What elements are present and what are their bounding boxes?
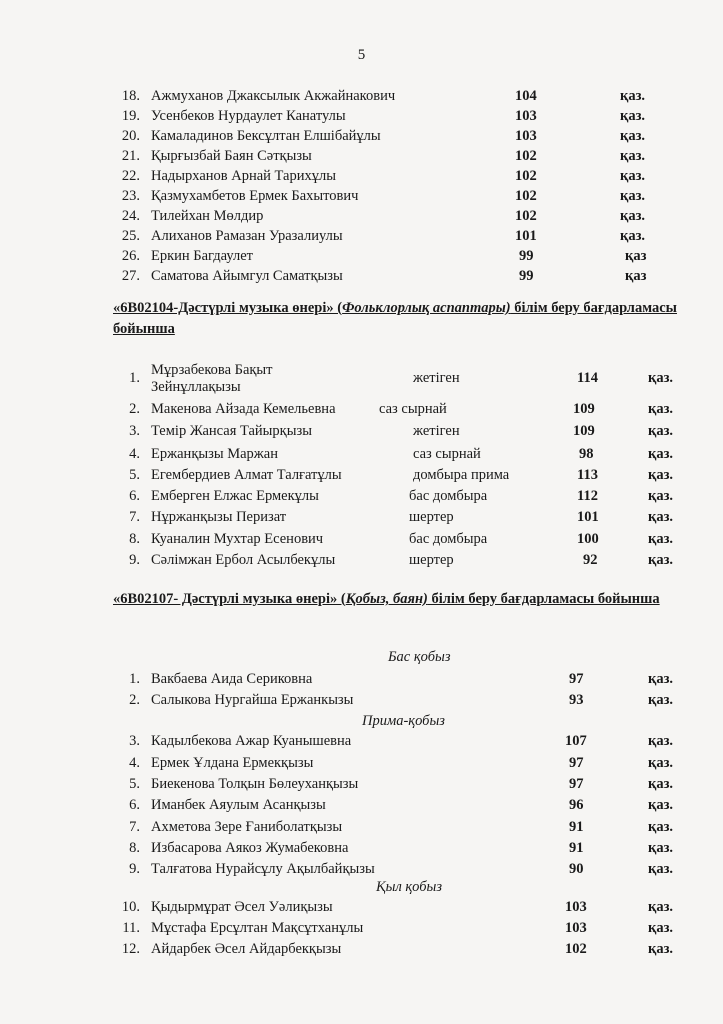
section-heading-kobyz-bayan xyxy=(113,589,688,610)
score: 103 xyxy=(565,899,587,915)
section-heading-folklore xyxy=(113,298,688,340)
score: 103 xyxy=(515,128,537,144)
row-number: 8. xyxy=(129,531,140,547)
list-item xyxy=(0,939,723,959)
list-item xyxy=(0,146,723,166)
score: 98 xyxy=(579,446,594,462)
instrument: шертер xyxy=(409,509,454,525)
row-number: 18. xyxy=(121,88,140,104)
list-item xyxy=(0,838,723,858)
score: 101 xyxy=(515,228,537,244)
score: 99 xyxy=(519,248,534,264)
score: 97 xyxy=(569,755,584,771)
row-number: 4. xyxy=(129,755,140,771)
heading-text: білім беру бағдарламасы бойынша xyxy=(427,591,660,607)
instrument: саз сырнай xyxy=(379,401,447,417)
list-item xyxy=(0,507,723,527)
list-item xyxy=(0,86,723,106)
list-item xyxy=(0,166,723,186)
language: қаз. xyxy=(648,552,674,568)
row-number: 8. xyxy=(129,840,140,856)
list-item xyxy=(0,421,723,441)
student-name: Салыкова Нургайша Ержанкызы xyxy=(151,692,354,708)
student-name: Егембердиев Алмат Талғатұлы xyxy=(151,467,342,483)
row-number: 20. xyxy=(121,128,140,144)
language: қаз. xyxy=(648,692,674,708)
student-name: Биекенова Толқын Бөлеуханқызы xyxy=(151,776,359,792)
language: қаз. xyxy=(620,108,646,124)
list-item xyxy=(0,795,723,815)
language: қаз. xyxy=(648,446,674,462)
subheading-kyl-kobyz: Қыл қобыз xyxy=(376,879,443,895)
language: қаз. xyxy=(648,370,674,386)
row-number: 5. xyxy=(129,467,140,483)
score: 97 xyxy=(569,776,584,792)
score: 96 xyxy=(569,797,584,813)
student-name: Мұрзабекова Бақыт Зейнұллақызы xyxy=(151,362,273,395)
student-name: Кадылбекова Ажар Куанышевна xyxy=(151,733,352,749)
student-name: Вакбаева Аида Сериковна xyxy=(151,671,313,687)
language: қаз. xyxy=(648,531,674,547)
row-number: 10. xyxy=(121,899,140,915)
list-item xyxy=(0,550,723,570)
language: қаз. xyxy=(648,797,674,813)
list-item xyxy=(0,246,723,266)
subheading-bass-kobyz: Бас қобыз xyxy=(388,649,451,665)
list-item xyxy=(0,444,723,464)
instrument: жетіген xyxy=(413,423,460,439)
student-name: Темір Жансая Тайырқызы xyxy=(151,423,312,439)
language: қаз. xyxy=(648,941,674,957)
score: 99 xyxy=(519,268,534,284)
student-name: Ахметова Зере Ғаниболатқызы xyxy=(151,819,343,835)
language: қаз. xyxy=(648,920,674,936)
student-name: Макенова Айзада Кемельевна xyxy=(151,401,336,417)
student-name: Қыдырмұрат Әсел Уәлиқызы xyxy=(151,899,333,915)
list-item xyxy=(0,669,723,689)
list-item xyxy=(0,774,723,794)
row-number: 9. xyxy=(129,552,140,568)
student-name: Надырханов Арнай Тарихұлы xyxy=(151,168,336,184)
row-number: 22. xyxy=(121,168,140,184)
list-item xyxy=(0,465,723,485)
row-number: 1. xyxy=(129,370,140,386)
language: қаз. xyxy=(620,88,646,104)
language: қаз. xyxy=(648,423,674,439)
score: 103 xyxy=(565,920,587,936)
row-number: 1. xyxy=(129,671,140,687)
list-item xyxy=(0,399,723,419)
row-number: 19. xyxy=(121,108,140,124)
student-name: Ажмуханов Джаксылык Акжайнакович xyxy=(151,88,396,104)
list-item xyxy=(0,126,723,146)
heading-italic: Қобыз, баян) xyxy=(345,591,428,607)
list-item xyxy=(0,817,723,837)
row-number: 26. xyxy=(121,248,140,264)
heading-text: «6В02107- Дәстүрлі музыка өнері» ( xyxy=(113,591,346,607)
language: қаз. xyxy=(620,208,646,224)
score: 112 xyxy=(577,488,598,504)
list-item xyxy=(0,690,723,710)
list-item xyxy=(0,226,723,246)
language: қаз. xyxy=(648,467,674,483)
row-number: 3. xyxy=(129,733,140,749)
student-name: Емберген Елжас Ермекұлы xyxy=(151,488,319,504)
instrument: жетіген xyxy=(413,370,460,386)
score: 109 xyxy=(573,423,595,439)
list-item xyxy=(0,753,723,773)
row-number: 6. xyxy=(129,488,140,504)
list-item xyxy=(0,362,723,396)
row-number: 2. xyxy=(129,692,140,708)
heading-text: «6В02104-Дәстүрлі музыка өнері» ( xyxy=(113,300,343,316)
score: 109 xyxy=(573,401,595,417)
language: қаз xyxy=(625,268,647,284)
language: қаз. xyxy=(648,671,674,687)
row-number: 3. xyxy=(129,423,140,439)
language: қаз. xyxy=(620,168,646,184)
student-name: Куаналин Мухтар Есенович xyxy=(151,531,324,547)
language: қаз. xyxy=(648,755,674,771)
language: қаз xyxy=(625,248,647,264)
score: 102 xyxy=(515,168,537,184)
row-number: 27. xyxy=(121,268,140,284)
row-number: 9. xyxy=(129,861,140,877)
list-item xyxy=(0,529,723,549)
score: 102 xyxy=(515,148,537,164)
heading-text: білім беру бағдарламасы бойынша xyxy=(113,300,677,337)
row-number: 2. xyxy=(129,401,140,417)
student-name: Айдарбек Әсел Айдарбекқызы xyxy=(151,941,342,957)
student-name: Камаладинов Бексұлтан Елшібайұлы xyxy=(151,128,381,144)
student-name: Иманбек Аяулым Асанқызы xyxy=(151,797,326,813)
score: 91 xyxy=(569,819,584,835)
list-item xyxy=(0,918,723,938)
row-number: 5. xyxy=(129,776,140,792)
row-number: 6. xyxy=(129,797,140,813)
language: қаз. xyxy=(620,188,646,204)
score: 102 xyxy=(565,941,587,957)
score: 100 xyxy=(577,531,599,547)
language: қаз. xyxy=(648,899,674,915)
language: қаз. xyxy=(648,776,674,792)
row-number: 25. xyxy=(121,228,140,244)
score: 101 xyxy=(577,509,599,525)
language: қаз. xyxy=(620,148,646,164)
list-item xyxy=(0,206,723,226)
instrument: шертер xyxy=(409,552,454,568)
row-number: 23. xyxy=(121,188,140,204)
instrument: домбыра прима xyxy=(413,467,510,483)
student-name: Тилейхан Мөлдир xyxy=(151,208,264,224)
list-item xyxy=(0,266,723,286)
score: 103 xyxy=(515,108,537,124)
student-name: Ержанқызы Маржан xyxy=(151,446,278,462)
row-number: 21. xyxy=(121,148,140,164)
row-number: 7. xyxy=(129,819,140,835)
student-name: Нұржанқызы Перизат xyxy=(151,509,287,525)
score: 102 xyxy=(515,188,537,204)
row-number: 24. xyxy=(121,208,140,224)
language: қаз. xyxy=(648,861,674,877)
student-name: Ермек Ұлдана Ермекқызы xyxy=(151,755,314,771)
list-item xyxy=(0,897,723,917)
student-name: Алиханов Рамазан Уразалиулы xyxy=(151,228,343,244)
instrument: бас домбыра xyxy=(409,531,488,547)
language: қаз. xyxy=(620,128,646,144)
language: қаз. xyxy=(648,401,674,417)
language: қаз. xyxy=(648,488,674,504)
score: 114 xyxy=(577,370,598,386)
score: 102 xyxy=(515,208,537,224)
student-name: Еркин Багдаулет xyxy=(151,248,253,264)
list-item xyxy=(0,859,723,879)
student-name: Саматова Айымгул Саматқызы xyxy=(151,268,343,284)
student-name: Усенбеков Нурдаулет Канатулы xyxy=(151,108,346,124)
row-number: 11. xyxy=(122,920,140,936)
score: 92 xyxy=(583,552,598,568)
heading-italic: Фольклорлық аспаптары) xyxy=(342,300,511,316)
score: 93 xyxy=(569,692,584,708)
score: 91 xyxy=(569,840,584,856)
student-name: Қырғызбай Баян Сәтқызы xyxy=(151,148,312,164)
instrument: саз сырнай xyxy=(413,446,481,462)
list-item xyxy=(0,106,723,126)
language: қаз. xyxy=(648,509,674,525)
row-number: 7. xyxy=(129,509,140,525)
instrument: бас домбыра xyxy=(409,488,488,504)
score: 90 xyxy=(569,861,584,877)
score: 104 xyxy=(515,88,537,104)
student-name: Мұстафа Ерсұлтан Мақсұтханұлы xyxy=(151,920,364,936)
row-number: 4. xyxy=(129,446,140,462)
list-item xyxy=(0,486,723,506)
student-name: Қазмухамбетов Ермек Бахытович xyxy=(151,188,359,204)
list-item xyxy=(0,186,723,206)
list-item xyxy=(0,731,723,751)
score: 107 xyxy=(565,733,587,749)
language: қаз. xyxy=(648,819,674,835)
student-name: Талғатова Нурайсұлу Ақылбайқызы xyxy=(151,861,375,877)
row-number: 12. xyxy=(121,941,140,957)
language: қаз. xyxy=(648,733,674,749)
language: қаз. xyxy=(620,228,646,244)
page-number: 5 xyxy=(357,47,366,63)
subheading-prima-kobyz: Прима-қобыз xyxy=(362,713,445,729)
language: қаз. xyxy=(648,840,674,856)
score: 97 xyxy=(569,671,584,687)
student-name: Избасарова Аякоз Жумабековна xyxy=(151,840,349,856)
student-name: Сәлімжан Ербол Асылбекұлы xyxy=(151,552,336,568)
score: 113 xyxy=(577,467,598,483)
